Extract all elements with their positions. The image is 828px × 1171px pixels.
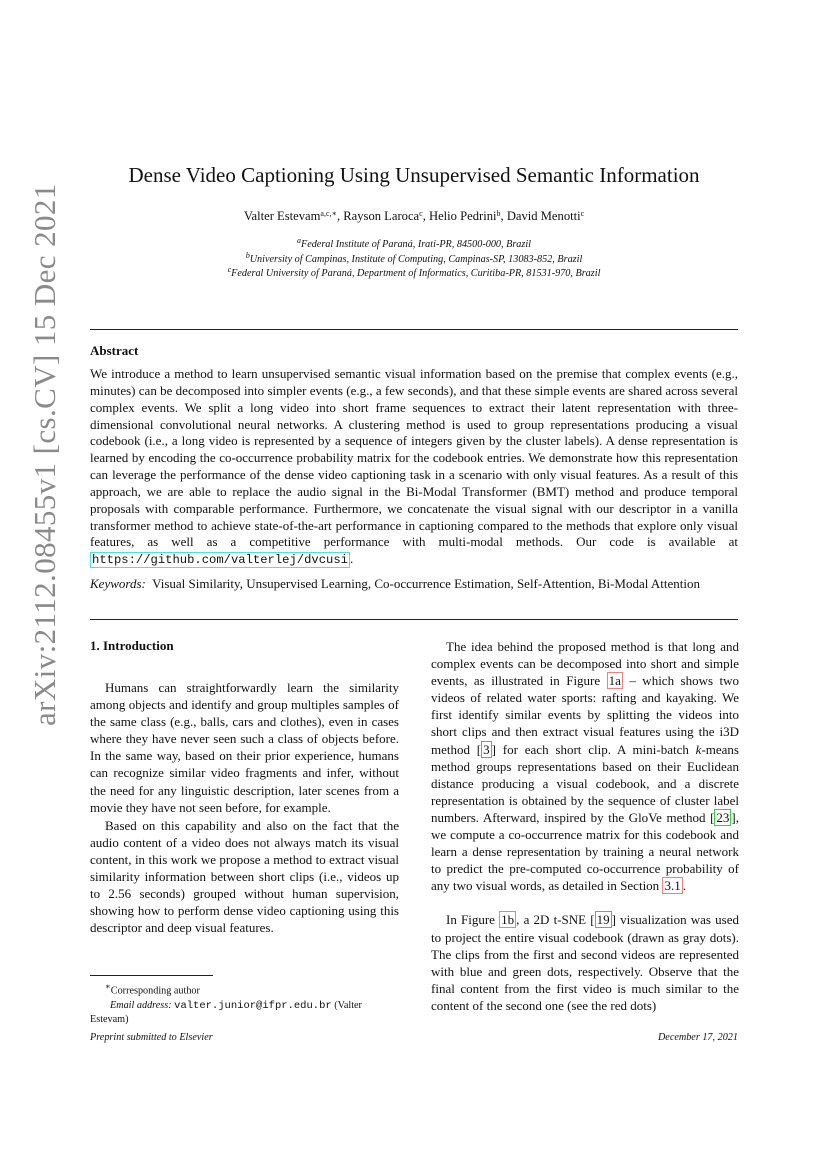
affiliation-text: Federal Institute of Paraná, Irati-PR, 84500-000, Brazil [300, 239, 532, 250]
bottom-divider [90, 619, 738, 620]
author-name: David Menotti [506, 209, 581, 223]
text-run: . [682, 878, 686, 894]
abstract-heading: Abstract [90, 343, 139, 358]
affiliation-list [90, 238, 738, 282]
email-label: Email address: [110, 999, 172, 1011]
author-affiliation-mark: c [419, 209, 423, 218]
figure-link[interactable]: 1b [501, 912, 515, 928]
keywords-text: Visual Similarity, Unsupervised Learning, Co-occurrence Estimation, Self-Attention, Bi-Modal Attention [152, 576, 701, 591]
affiliation-mark: b [245, 250, 250, 260]
author-affiliation-mark: a,c,∗ [320, 209, 337, 218]
footnote-divider [90, 975, 213, 976]
abstract-body [90, 366, 738, 569]
text-run: The idea behind the proposed method is that long and complex events can be decomposed into short and simple events, as illustrated in Figure [431, 639, 739, 689]
citation-link[interactable]: 3 [483, 741, 490, 757]
author-separator: , [336, 209, 344, 223]
text-run: ] for each short clip. A mini-batch [491, 741, 696, 757]
footnote-mark: ∗ [105, 981, 111, 991]
text-run: ] visualization was used to project the entire visual codebook (drawn as gray dots). The clips from the first and second videos are represented with blue and green dots, respectively. Observe that the final content from the first video is much similar to the content of the second one (see the red dots) [431, 912, 739, 1013]
email-owner: (Valter Estevam) [90, 999, 362, 1026]
keywords [90, 575, 738, 592]
text-run: , a 2D t-SNE [ [516, 912, 595, 928]
affiliation [90, 267, 738, 282]
top-divider [90, 329, 738, 330]
left-column [90, 679, 399, 936]
right-column [431, 638, 739, 1014]
author-separator: , [422, 209, 429, 223]
body-paragraph [431, 911, 739, 1014]
abstract-end: . [349, 551, 354, 567]
section-heading: 1. Introduction [90, 638, 174, 653]
author-name: Valter Estevam [243, 209, 321, 223]
text-run: ], we compute a co-occurrence matrix for this codebook and learn a dense representation by training a neural network to predict the pre-computed co-occurrence probability of any two visual words, as detailed in Section [431, 809, 739, 894]
author-affiliation-mark: b [496, 209, 501, 218]
code-repository-link[interactable]: https://github.com/valterlej/dvcusi [92, 553, 348, 568]
footnote-email [90, 999, 399, 1028]
keywords-label: Keywords: [90, 576, 146, 591]
affiliation [90, 238, 738, 253]
intro-paragraph: Based on this capability and also on the fact that the audio content of a video does not always match its visual content, in this work we propose a method to extract visual similarity information between short clips (i.e., videos up to 2.56 seconds) grouped without human supervision, showing how to perform dense video captioning using this descriptor and deep visual features. [90, 817, 399, 936]
math-var: k [695, 741, 702, 757]
footnote [90, 979, 399, 1028]
section-link[interactable]: 3.1 [664, 878, 681, 894]
author-name: Helio Pedrini [429, 209, 497, 223]
abstract-text: We introduce a method to learn unsupervised semantic visual information based on the premise that complex events (e.g., minutes) can be decomposed into simpler events (e.g., a few seconds), and that these simple events are shared across several complex events. We split a long video into short frame sequences to extract their latent representation with three-dimensional convolutional neural networks. A clustering method is used to group representations producing a visual codebook (i.e., a long video is represented by a sequence of integers given by the cluster labels). A dense representation is learned by encoding the co-occurrence probability matrix for the codebook entries. We demonstrate how this representation can leverage the performance of the dense video captioning task in a scenario with only visual features. As a result of this approach, we are able to replace the audio signal in the Bi-Modal Transformer (BMT) method and produce temporal proposals with comparable performance. Furthermore, we concatenate the visual signal with our descriptor in a vanilla transformer method to achieve state-of-the-art performance in captioning compared to the methods that explore only visual features, as well as a competitive performance with multi-modal methods. Our code is available at [90, 366, 738, 550]
body-paragraph [431, 638, 739, 894]
footnote-corresponding [90, 979, 399, 999]
arxiv-identifier: arXiv:2112.08455v1 [cs.CV] 15 Dec 2021 [27, 183, 62, 726]
author-list [90, 207, 738, 225]
affiliation-mark: a [296, 236, 301, 245]
intro-paragraph: Humans can straightforwardly learn the similarity among objects and identify and group multiples samples of the same class (e.g., balls, cars and clothes), even in cases where they have never seen such a class of objects before. In the same way, based on their prior experience, humans can recognize similar video fragments and infer, without the need for any linguistic description, later scenes from a movie they have not seen before, for example. [90, 680, 399, 815]
affiliation [90, 250, 738, 268]
text-run: -means method groups representations based on their Euclidean distance producing a visual codebook, and a discrete representation is obtained by the sequence of cluster label numbers. Afterward, inspired by the GloVe method [ [431, 741, 739, 825]
author-separator: , [500, 209, 507, 223]
affiliation-text: University of Campinas, Institute of Computing, Campinas-SP, 13083-852, Brazil [249, 253, 583, 265]
citation-link[interactable]: 19 [596, 912, 610, 928]
figure-link[interactable]: 1a [608, 673, 621, 689]
text-run: In Figure [446, 912, 500, 928]
footnote-text: Corresponding author [110, 985, 200, 997]
author-name: Rayson Laroca [343, 209, 420, 223]
affiliation-mark: c [227, 265, 232, 274]
paper-title: Dense Video Captioning Using Unsupervised Semantic Information [128, 163, 700, 187]
footer-left: Preprint submitted to Elsevier [90, 1032, 213, 1043]
email-address[interactable]: valter.junior@ifpr.edu.br [174, 999, 332, 1012]
text-run: – which shows two videos of related water sports: rafting and kayaking. We first identify similar events by splitting the videos into short clips and then extract visual features using the i3D method [ [431, 673, 739, 757]
footer-date: December 17, 2021 [657, 1032, 738, 1043]
author-affiliation-mark: c [580, 209, 585, 218]
citation-link[interactable]: 23 [716, 809, 730, 825]
affiliation-text: Federal University of Paraná, Department of Informatics, Curitiba-PR, 81531-970, Brazil [231, 268, 601, 279]
